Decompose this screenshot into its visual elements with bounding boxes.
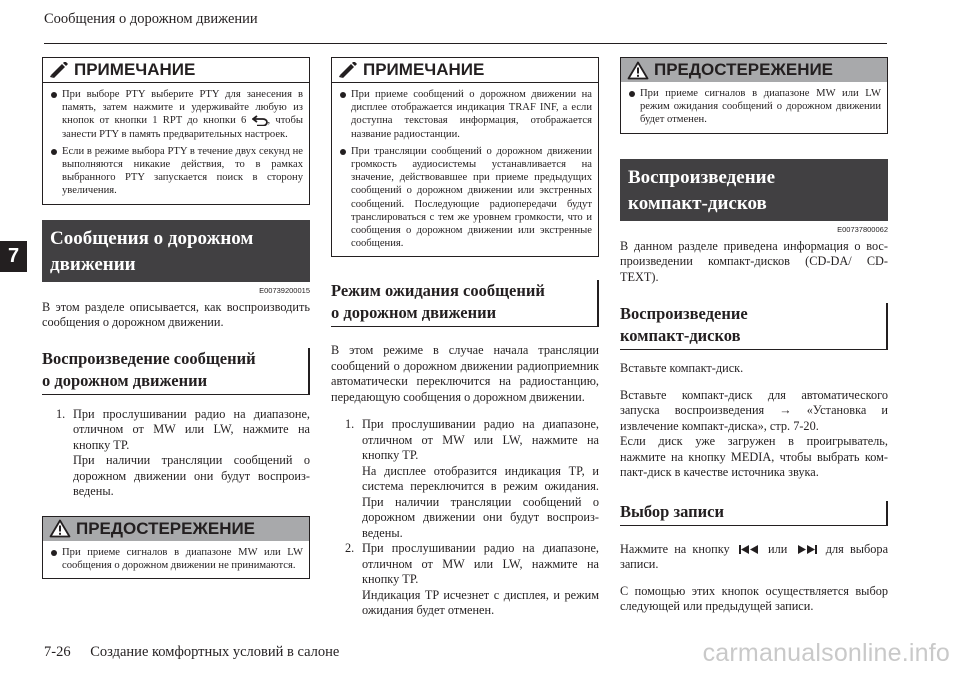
section-title bbox=[620, 159, 888, 221]
section-intro: В этом режиме в случае начала трансляции сообщений о дорожном движении радиоприемник автоматически переключится на радиостанцию, передающую сообщения о дорожном движении. bbox=[331, 343, 599, 404]
caution-item: При приеме сигналов в диапазоне MW или LW режим ожидания сообщений о дорожном движении будет отменен. bbox=[629, 87, 881, 127]
note-item: Если в режиме выбора PTY в течение двух секунд не выполняются никакие действия, то в рамках выбранного PTY запускается поиск в сторону увеличения. bbox=[51, 145, 303, 198]
warning-triangle-icon bbox=[627, 61, 649, 80]
note-title: ПРИМЕЧАНИЕ bbox=[363, 60, 485, 79]
paragraph-text: Нажмите на кнопку bbox=[620, 541, 730, 556]
steps-list bbox=[42, 407, 310, 500]
paragraph-text: или bbox=[768, 541, 788, 556]
skip-forward-icon bbox=[797, 545, 817, 554]
subsection-title bbox=[620, 501, 888, 526]
section-title bbox=[42, 220, 310, 282]
note-item: При трансляции сообщений о дорожном движении громкость аудиосистемы устанавливается на значение, действовавшее при приеме предыдущих сообщений о дорожном движении или экстренных сообщений. Последующие радиопередачи будут транслироваться с тем же уровнем громкости, что и сообщения о дорожном движении или экстренные сообщения. bbox=[340, 145, 592, 251]
subsection-title bbox=[620, 303, 888, 350]
subsection-title-line: о дорожном движении bbox=[42, 370, 208, 390]
warning-triangle-icon bbox=[49, 519, 71, 538]
section-code: E00739200015 bbox=[259, 285, 310, 295]
column-3 bbox=[620, 57, 888, 615]
note-box bbox=[331, 57, 599, 257]
note-box-header bbox=[43, 58, 309, 83]
paragraph: Вставьте компакт-диск. bbox=[620, 361, 744, 376]
note-item: При приеме сообщений о дорожном движении на дисплее отображается индикация TRAF INF, а если доступна текстовая информация, отображается название радиостанции. bbox=[340, 88, 592, 141]
caution-box bbox=[620, 57, 888, 134]
subsection-title-line: Воспроизведение bbox=[620, 304, 748, 324]
subsection-title bbox=[331, 280, 599, 327]
note-title: ПРИМЕЧАНИЕ bbox=[74, 60, 196, 79]
paragraph: Если диск уже загружен в проигрыватель, нажмите на кнопку MEDIA, чтобы выбрать компакт-диск в качестве источника звука. bbox=[620, 434, 888, 480]
subsection-title-line: компакт-дисков bbox=[620, 326, 741, 346]
skip-back-icon bbox=[739, 545, 759, 554]
subsection-title bbox=[42, 348, 310, 395]
note-item-text: , чтобы занести PTY в память предварительных настроек. bbox=[62, 115, 303, 140]
column-1 bbox=[42, 57, 310, 579]
step-item bbox=[331, 541, 599, 619]
paragraph: Вставьте компакт-диск для автоматического запуска воспроизведения → «Установка и извлечение компакт-диска», стр. 7-20. bbox=[620, 387, 888, 433]
paragraph bbox=[620, 542, 888, 573]
page-footer bbox=[44, 644, 339, 661]
step-number: 1. bbox=[56, 406, 66, 421]
notepad-icon bbox=[49, 62, 69, 78]
subsection-title-line: о дорожном движении bbox=[331, 303, 497, 323]
subsection-title-line: Режим ожидания сообщений bbox=[331, 281, 545, 301]
section-intro: В этом разделе описывается, как воспроизводить сообщения о дорожном движении. bbox=[42, 299, 310, 330]
header-rule bbox=[44, 43, 887, 44]
section-title-line: Сообщения о дорожном bbox=[50, 227, 254, 249]
page-number: 7-26 bbox=[44, 644, 71, 660]
step-text: При прослушивании радио на диапазоне, отличном от MW или LW, нажмите на кнопку TP. bbox=[362, 417, 599, 463]
note-box bbox=[42, 57, 310, 205]
notepad-icon bbox=[338, 62, 358, 78]
section-code: E00737800062 bbox=[837, 224, 888, 234]
section-intro: В данном разделе приведена информация о воспроизведении компакт-дисков (CD-DA/ CD-TEXT). bbox=[620, 238, 888, 284]
section-title-line: Воспроизведение bbox=[628, 166, 776, 188]
chapter-title: Создание комфортных условий в салоне bbox=[90, 644, 340, 660]
subsection-title-line: Выбор записи bbox=[620, 501, 724, 521]
step-item bbox=[331, 417, 599, 541]
step-text: Индикация TP исчезнет с дисплея, и режим ожидания будет отменен. bbox=[362, 587, 599, 618]
step-number: 2. bbox=[345, 541, 355, 556]
caution-box bbox=[42, 516, 310, 579]
watermark: carmanualsonline.info bbox=[702, 639, 950, 667]
section-title-line: компакт-дисков bbox=[628, 192, 767, 214]
paragraph: С помощью этих кнопок осуществляется выбор следующей или предыдущей записи. bbox=[620, 583, 888, 614]
paragraph-text: для выбора записи. bbox=[620, 541, 889, 572]
section-heading bbox=[42, 220, 310, 295]
step-text: На дисплее отобразится индикация TP, и система переключится в режим ожидания. При наличии трансляции сообщений о дорожном движении они будут воспроизведены. bbox=[362, 463, 599, 540]
step-item bbox=[42, 407, 310, 500]
section-title-line: движении bbox=[50, 253, 136, 275]
caution-title: ПРЕДОСТЕРЕЖЕНИЕ bbox=[654, 60, 834, 79]
note-item-text: При выборе PTY выберите PTY для занесения в память, затем нажмите и удерживайте любую из кнопок от кнопки 1 RPT до кнопки 6 bbox=[62, 89, 303, 127]
step-text: При прослушивании радио на диапазоне, отличном от MW или LW, нажмите на кнопку TP. bbox=[73, 406, 310, 452]
caution-box-header bbox=[43, 517, 309, 541]
back-arrow-icon bbox=[252, 115, 268, 126]
section-heading bbox=[620, 159, 888, 234]
step-text: При наличии трансляции сообщений о дорожном движении они будут воспроизведены. bbox=[73, 453, 310, 499]
steps-list bbox=[331, 417, 599, 619]
caution-box-header bbox=[621, 58, 887, 82]
page-header-title: Сообщения о дорожном движении bbox=[44, 11, 258, 27]
column-2 bbox=[331, 57, 599, 619]
caution-item: При приеме сигналов в диапазоне MW или LW сообщения о дорожном движении не принимаются. bbox=[51, 546, 303, 572]
caution-title: ПРЕДОСТЕРЕЖЕНИЕ bbox=[76, 518, 256, 538]
note-box-header bbox=[332, 58, 598, 83]
subsection-title-line: Воспроизведение сообщений bbox=[42, 348, 256, 368]
step-text: При прослушивании радио на диапазоне, отличном от MW или LW, нажмите на кнопку TP. bbox=[362, 541, 599, 587]
note-item bbox=[51, 88, 303, 141]
step-number: 1. bbox=[345, 417, 355, 432]
chapter-tab: 7 bbox=[0, 241, 27, 272]
